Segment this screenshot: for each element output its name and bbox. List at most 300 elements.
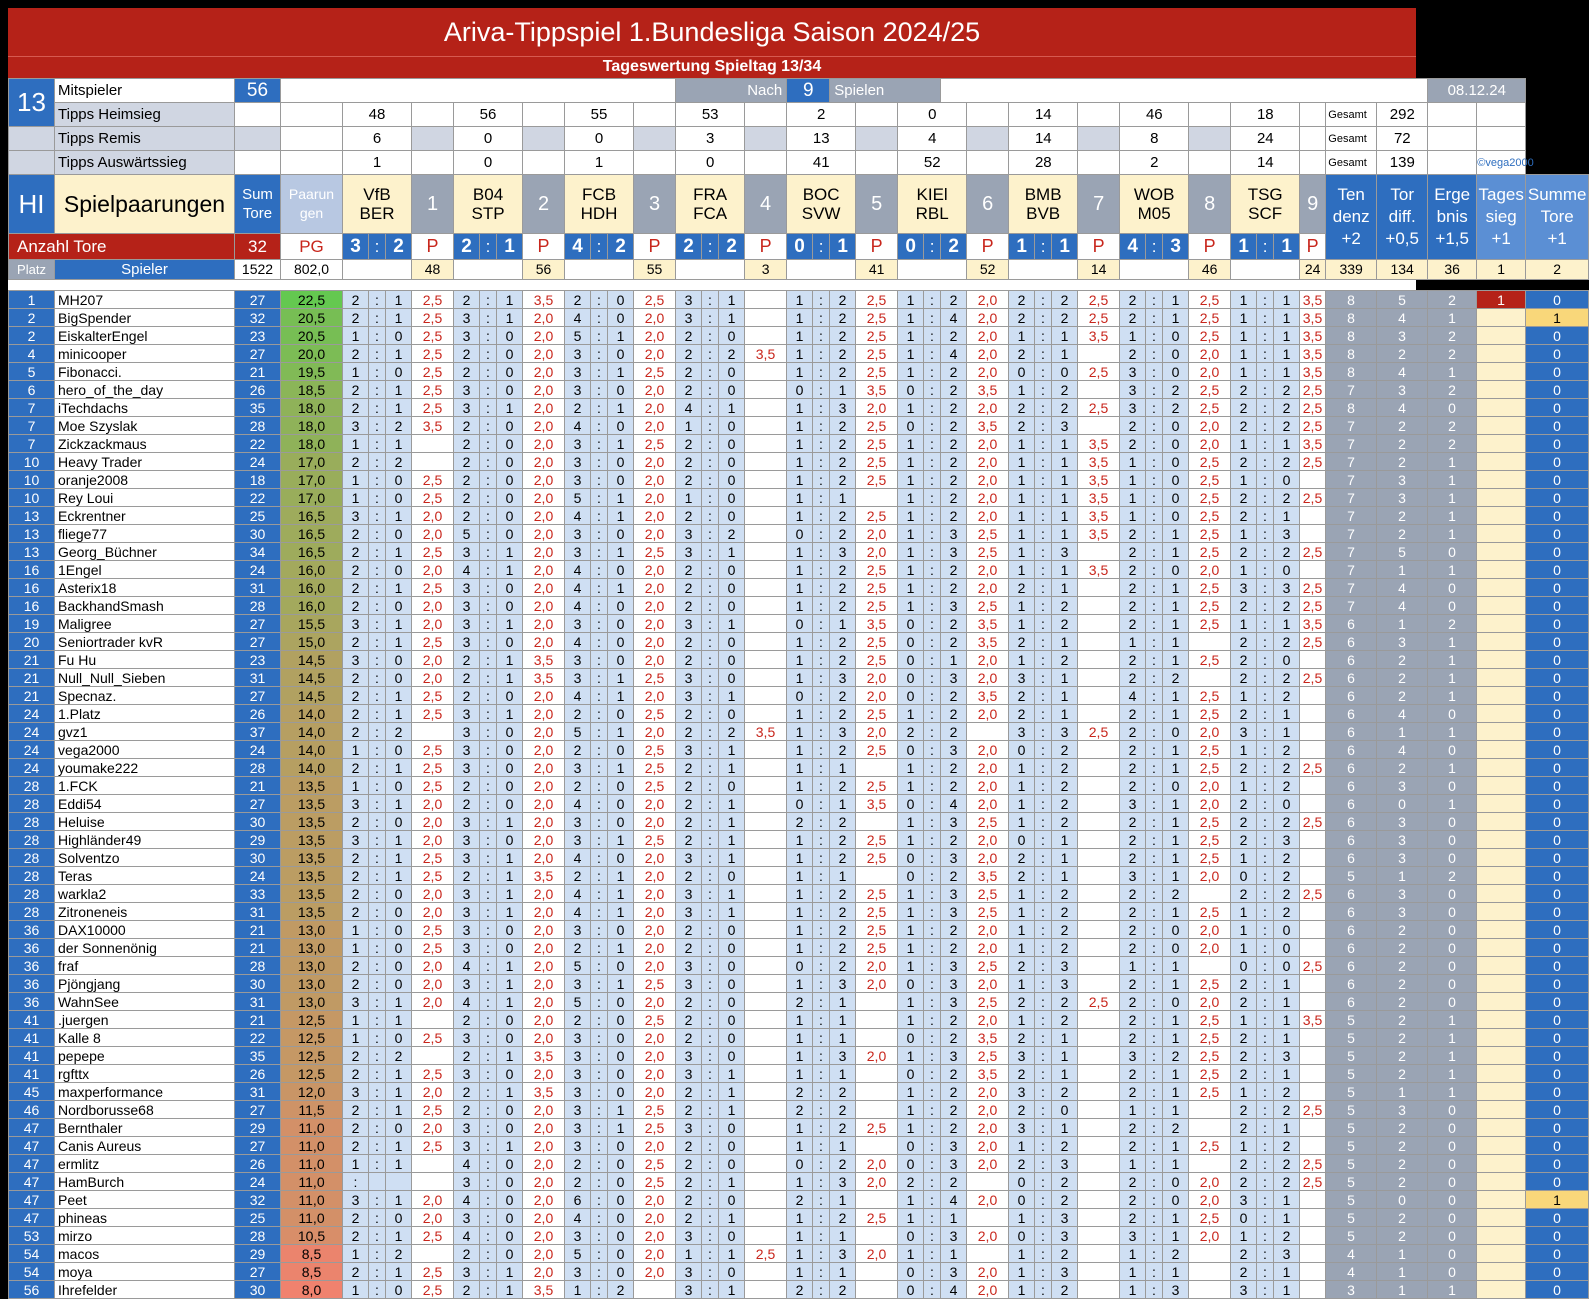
pg-score: 14,5 (281, 687, 343, 705)
tip-points: 2,5 (967, 525, 1009, 543)
tip-sep: : (1146, 1083, 1163, 1101)
tip-points: 2,5 (856, 597, 898, 615)
tip-away: 2 (941, 381, 967, 399)
tordiff: 2 (1377, 1137, 1428, 1155)
player-name: mirzo (55, 1227, 235, 1245)
tip-points: 2,5 (412, 1281, 454, 1299)
tip-home: 1 (343, 1245, 369, 1263)
tip-home: 2 (1231, 705, 1257, 723)
rank: 16 (9, 561, 55, 579)
game-header (1009, 175, 1078, 234)
tip-away: 4 (941, 1191, 967, 1209)
rank: 36 (9, 921, 55, 939)
pg-score: 8,5 (281, 1245, 343, 1263)
tip-points: 2,0 (634, 1083, 676, 1101)
tip-away: 1 (1052, 489, 1078, 507)
tip-home: 2 (1120, 741, 1146, 759)
tip-points: 2,5 (412, 309, 454, 327)
tip-away: 0 (608, 345, 634, 363)
tip-sep: : (813, 435, 830, 453)
tip-away: 1 (719, 795, 745, 813)
tip-home: 1 (898, 777, 924, 795)
blank (745, 103, 787, 127)
tip-home: 2 (1231, 597, 1257, 615)
table-row (9, 1281, 1589, 1299)
rank: 24 (9, 723, 55, 741)
sum-tore: 32 (235, 309, 281, 327)
tip-away: 0 (1163, 507, 1189, 525)
tip-points (856, 993, 898, 1011)
tip-away: 0 (497, 1101, 523, 1119)
player-name: Nordborusse68 (55, 1101, 235, 1119)
tagessieg (1477, 1083, 1526, 1101)
tip-away: 1 (386, 1011, 412, 1029)
tip-sep: : (924, 1047, 941, 1065)
tip-away: 0 (719, 1011, 745, 1029)
cell-text: RBL (915, 204, 949, 223)
tip-away: 0 (1274, 921, 1300, 939)
tip-away: 3 (1052, 1227, 1078, 1245)
tip-home: 3 (454, 705, 480, 723)
table-row (9, 975, 1589, 993)
tip-points (1078, 417, 1120, 435)
tip-sep: : (1035, 579, 1052, 597)
tip-sep: : (702, 1029, 719, 1047)
tip-sep: : (1257, 1083, 1274, 1101)
tip-away: 1 (719, 687, 745, 705)
tip-points (745, 1029, 787, 1047)
tip-away: 0 (608, 1191, 634, 1209)
ergebnis: 0 (1428, 705, 1477, 723)
tip-away: 1 (1163, 903, 1189, 921)
ergebnis: 2 (1428, 417, 1477, 435)
tip-sep: : (1257, 561, 1274, 579)
tip-home: 3 (565, 615, 591, 633)
tip-home: 2 (1120, 723, 1146, 741)
tip-home: 2 (454, 867, 480, 885)
tip-away: 1 (386, 849, 412, 867)
tip-sep: : (369, 597, 386, 615)
table-row (9, 633, 1589, 651)
tip-away: 0 (719, 381, 745, 399)
tip-sep: : (369, 939, 386, 957)
tip-points: 2,5 (856, 363, 898, 381)
tip-away: 1 (719, 543, 745, 561)
tip-away: 1 (608, 975, 634, 993)
tip-points: 3,5 (856, 795, 898, 813)
tendenz: 7 (1326, 525, 1377, 543)
tip-points (745, 471, 787, 489)
tip-points (745, 975, 787, 993)
tip-away: 0 (608, 525, 634, 543)
tip-away: 1 (830, 1191, 856, 1209)
tip-points: 2,0 (412, 597, 454, 615)
tip-sep: : (1146, 831, 1163, 849)
tip-points: 2,5 (1300, 399, 1326, 417)
tip-home: 1 (787, 345, 813, 363)
tip-home: 4 (1120, 687, 1146, 705)
rank: 28 (9, 831, 55, 849)
tip-away: 0 (386, 1029, 412, 1047)
tip-points (1078, 1119, 1120, 1137)
ergebnis: 0 (1428, 777, 1477, 795)
tip-sep: : (1035, 633, 1052, 651)
pg-score: 13,5 (281, 813, 343, 831)
tip-home: 1 (787, 633, 813, 651)
tip-points: 2,5 (745, 1245, 787, 1263)
tip-home: 1 (1009, 471, 1035, 489)
tip-away: 1 (830, 381, 856, 399)
pg-score: 18,5 (281, 381, 343, 399)
tip-home: 2 (1009, 633, 1035, 651)
player-name: Asterix18 (55, 579, 235, 597)
tordiff: 1 (1377, 1281, 1428, 1299)
tip-away: 1 (1052, 849, 1078, 867)
tip-points: 2,5 (1189, 525, 1231, 543)
tip-sep: : (702, 723, 719, 741)
ergebnis: 0 (1428, 1137, 1477, 1155)
ergebnis: 0 (1428, 597, 1477, 615)
sum-tore: 26 (235, 705, 281, 723)
tip-away: 0 (497, 1173, 523, 1191)
tip-home: 0 (1009, 1173, 1035, 1191)
tip-home: 3 (676, 885, 702, 903)
tendenz: 6 (1326, 669, 1377, 687)
tip-sep: : (1257, 597, 1274, 615)
tip-away: 0 (386, 327, 412, 345)
tip-away: 1 (1163, 1263, 1189, 1281)
tip-points (1078, 939, 1120, 957)
player-name: fliege77 (55, 525, 235, 543)
sum-tore: 27 (235, 345, 281, 363)
tip-sep: : (591, 1065, 608, 1083)
tip-sep: : (702, 1155, 719, 1173)
table-row (9, 777, 1589, 795)
tip-points: 2,0 (412, 993, 454, 1011)
tip-points (412, 1011, 454, 1029)
tip-points (745, 453, 787, 471)
ergebnis: 1 (1428, 471, 1477, 489)
tip-away: 1 (608, 507, 634, 525)
ergebnis: 1 (1428, 651, 1477, 669)
tip-away: 0 (497, 579, 523, 597)
tip-home: 1 (787, 921, 813, 939)
tip-sep: : (924, 363, 941, 381)
tip-away: 1 (497, 1047, 523, 1065)
tip-points: 2,0 (856, 957, 898, 975)
tip-sep: : (702, 525, 719, 543)
tip-sep: : (1035, 1101, 1052, 1119)
tip-away: 0 (608, 1155, 634, 1173)
tip-sep: : (369, 417, 386, 435)
tip-points (745, 669, 787, 687)
tip-home: 0 (898, 849, 924, 867)
tip-sep: : (1257, 507, 1274, 525)
tip-home: 2 (343, 291, 369, 309)
tip-sep: : (480, 1281, 497, 1299)
tip-sep: : (1035, 795, 1052, 813)
tip-away: 2 (1274, 813, 1300, 831)
tip-home: 1 (343, 1011, 369, 1029)
rank: 56 (9, 1281, 55, 1299)
tagessieg (1477, 669, 1526, 687)
tip-sep: : (1257, 705, 1274, 723)
ergebnis: 1 (1428, 525, 1477, 543)
tip-sep: : (924, 903, 941, 921)
tendenz: 8 (1326, 327, 1377, 345)
tip-home: 4 (565, 1209, 591, 1227)
tip-home: 1 (343, 921, 369, 939)
tip-away: 0 (1163, 417, 1189, 435)
tip-home: 1 (898, 831, 924, 849)
tip-sep: : (924, 1263, 941, 1281)
tordiff: 2 (1377, 687, 1428, 705)
tip-home: 3 (565, 759, 591, 777)
tip-points: 2,0 (523, 939, 565, 957)
player-name: der Sonnenönig (55, 939, 235, 957)
tip-away: 1 (1052, 525, 1078, 543)
tip-away: 2 (1274, 885, 1300, 903)
tip-home: 3 (454, 1263, 480, 1281)
tip-home: 3 (454, 885, 480, 903)
tendenz: 5 (1326, 1191, 1377, 1209)
blank (856, 127, 898, 151)
tip-sep: : (1035, 1263, 1052, 1281)
ergebnis-total: 36 (1428, 260, 1477, 280)
tip-points (1189, 885, 1231, 903)
tip-sep: : (369, 885, 386, 903)
tip-away: 1 (608, 435, 634, 453)
tip-points (412, 1155, 454, 1173)
tip-away: 2 (386, 417, 412, 435)
tip-away: 3 (830, 669, 856, 687)
tip-away: 3 (1274, 525, 1300, 543)
tip-away: 2 (1052, 1281, 1078, 1299)
game-number: 4 (745, 175, 787, 234)
tip-points: 2,5 (1189, 831, 1231, 849)
blank (787, 260, 856, 280)
sum-tore: 30 (235, 813, 281, 831)
tip-home: 0 (898, 687, 924, 705)
tip-sep: : (591, 579, 608, 597)
ergebnis: 1 (1428, 489, 1477, 507)
tip-home: 1 (787, 831, 813, 849)
tip-sep: : (591, 543, 608, 561)
tip-sep: : (1257, 723, 1274, 741)
tip-sep: : (1146, 687, 1163, 705)
tip-away: 0 (608, 633, 634, 651)
tip-points (856, 1227, 898, 1245)
tip-points: 2,5 (1300, 633, 1326, 651)
tip-sep: : (1146, 1263, 1163, 1281)
tip-home: 0 (787, 525, 813, 543)
tip-home: 1 (898, 903, 924, 921)
result-away: 1 (1274, 234, 1300, 260)
tip-sep: : (1257, 1245, 1274, 1263)
tip-away: 1 (608, 903, 634, 921)
tip-away: 1 (1274, 615, 1300, 633)
tip-sep: : (369, 1047, 386, 1065)
tip-away: 0 (497, 363, 523, 381)
tip-away: 2 (1052, 741, 1078, 759)
summe-tore: 0 (1526, 615, 1589, 633)
tip-sep: : (480, 957, 497, 975)
tip-away: 1 (830, 1065, 856, 1083)
tip-away: 1 (1052, 705, 1078, 723)
summe-tore: 0 (1526, 633, 1589, 651)
blank (1078, 151, 1120, 175)
tip-sep: : (369, 489, 386, 507)
tip-sep: : (1035, 759, 1052, 777)
tip-sep: : (591, 759, 608, 777)
tip-points (745, 561, 787, 579)
tip-home: 0 (1009, 1227, 1035, 1245)
tip-sep: : (1257, 903, 1274, 921)
tip-away: 1 (386, 633, 412, 651)
tip-away: 0 (386, 939, 412, 957)
tip-sep: : (1257, 1101, 1274, 1119)
tip-away: 2 (1274, 1227, 1300, 1245)
tip-home: 1 (898, 1119, 924, 1137)
tip-home: 2 (1009, 417, 1035, 435)
tip-points (856, 1137, 898, 1155)
tip-away: 0 (497, 1011, 523, 1029)
ausw-count: 28 (1009, 151, 1078, 175)
tip-home: 1 (1231, 1083, 1257, 1101)
tip-points: 2,0 (523, 597, 565, 615)
tip-sep: : (480, 1119, 497, 1137)
tip-points: 2,5 (856, 453, 898, 471)
tip-away: 0 (608, 957, 634, 975)
tip-sep: : (813, 687, 830, 705)
tip-points: 3,5 (523, 1047, 565, 1065)
tip-sep: : (813, 597, 830, 615)
rank: 47 (9, 1191, 55, 1209)
tip-sep: : (1146, 399, 1163, 417)
tagessieg (1477, 471, 1526, 489)
tordiff: 2 (1377, 1065, 1428, 1083)
tip-points: 2,0 (523, 1155, 565, 1173)
tip-home: 1 (1231, 939, 1257, 957)
tendenz: 6 (1326, 957, 1377, 975)
pg-score: 18,0 (281, 399, 343, 417)
remis-count: 24 (1231, 127, 1300, 151)
sum-tore: 26 (235, 1065, 281, 1083)
tip-home: 1 (1120, 1281, 1146, 1299)
tip-sep: : (480, 669, 497, 687)
tip-points: 2,0 (967, 579, 1009, 597)
player-name: pepepe (55, 1047, 235, 1065)
rank: 16 (9, 579, 55, 597)
tip-home: 2 (676, 381, 702, 399)
rank: 41 (9, 1065, 55, 1083)
tip-away: 1 (1274, 291, 1300, 309)
pg-score: 19,5 (281, 363, 343, 381)
tip-away: 2 (1274, 399, 1300, 417)
blank (1189, 127, 1231, 151)
tip-sep: : (702, 453, 719, 471)
tip-sep: : (924, 849, 941, 867)
tip-sep: : (1146, 975, 1163, 993)
tip-points (1078, 543, 1120, 561)
tip-points (1078, 1155, 1120, 1173)
tip-away: 1 (497, 309, 523, 327)
tip-home: 0 (1009, 363, 1035, 381)
tip-points (856, 1191, 898, 1209)
tip-points: 2,0 (634, 795, 676, 813)
tip-sep: : (1035, 885, 1052, 903)
tip-points (1078, 849, 1120, 867)
tip-away: 1 (1163, 957, 1189, 975)
table-row (9, 1011, 1589, 1029)
tip-sep: : (813, 345, 830, 363)
player-name: hero_of_the_day (55, 381, 235, 399)
tip-points: 2,5 (856, 327, 898, 345)
tip-away: 2 (1274, 597, 1300, 615)
blank (745, 127, 787, 151)
tip-away: 0 (1163, 777, 1189, 795)
tip-home: 2 (676, 1137, 702, 1155)
tip-home: 4 (454, 1155, 480, 1173)
tip-away: 2 (941, 777, 967, 795)
tordiff-header (1377, 175, 1428, 260)
tip-sep: : (480, 435, 497, 453)
tip-sep: : (480, 1245, 497, 1263)
tip-sep: : (480, 687, 497, 705)
tip-points: 3,5 (967, 687, 1009, 705)
tip-away: 1 (1163, 1011, 1189, 1029)
tip-sep: : (1035, 471, 1052, 489)
tip-home: 3 (676, 1065, 702, 1083)
player-name: .juergen (55, 1011, 235, 1029)
tip-away: 3 (1052, 723, 1078, 741)
rank: 2 (9, 309, 55, 327)
tendenz: 4 (1326, 1245, 1377, 1263)
tip-home: 2 (343, 867, 369, 885)
tip-sep: : (1146, 1029, 1163, 1047)
tordiff: 0 (1377, 795, 1428, 813)
result-away: 1 (497, 234, 523, 260)
tip-home: 2 (676, 471, 702, 489)
tip-points: 2,0 (967, 399, 1009, 417)
tip-home: 2 (676, 759, 702, 777)
tip-sep: : (1257, 831, 1274, 849)
player-name: macos (55, 1245, 235, 1263)
tip-sep: : (1257, 813, 1274, 831)
summe-tore: 0 (1526, 1011, 1589, 1029)
tip-sep: : (1035, 705, 1052, 723)
tip-sep: : (480, 1101, 497, 1119)
tip-home: 1 (787, 291, 813, 309)
tip-away: 0 (1163, 489, 1189, 507)
tip-away: 0 (497, 597, 523, 615)
tordiff: 2 (1377, 921, 1428, 939)
tip-points: 2,5 (1300, 579, 1326, 597)
pg-score: 13,5 (281, 795, 343, 813)
tip-sep: : (1035, 291, 1052, 309)
tip-away: 0 (386, 921, 412, 939)
sum-tore: 25 (235, 1209, 281, 1227)
tordiff: 4 (1377, 597, 1428, 615)
tip-home: 2 (1120, 849, 1146, 867)
tip-away: 1 (386, 1065, 412, 1083)
sum-tore: 24 (235, 561, 281, 579)
tip-points: 2,0 (856, 1155, 898, 1173)
tip-home: 2 (454, 795, 480, 813)
rank: 21 (9, 687, 55, 705)
summe-tore: 1 (1526, 309, 1589, 327)
rank: 54 (9, 1263, 55, 1281)
